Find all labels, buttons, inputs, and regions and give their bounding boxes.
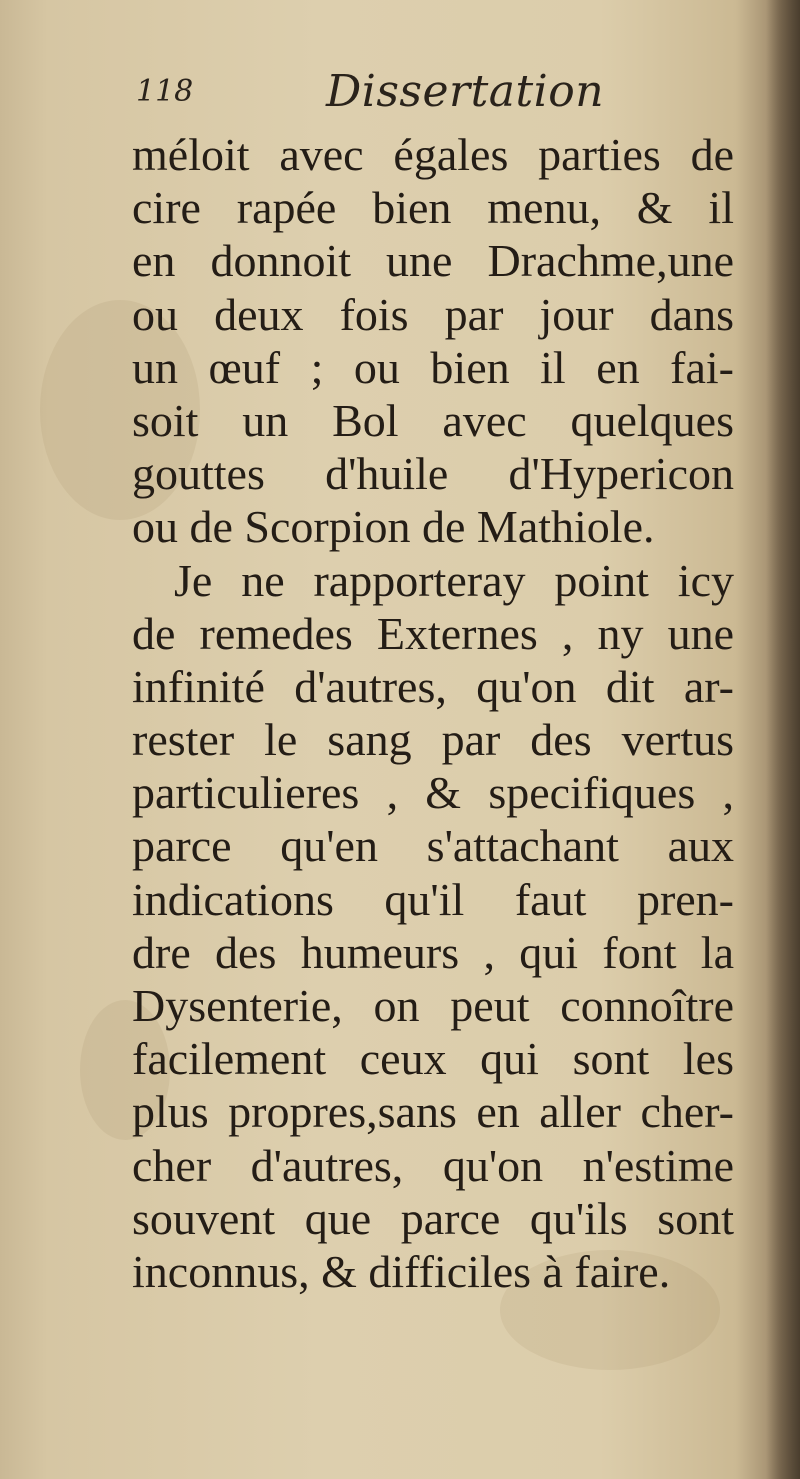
running-title: Dissertation [326, 66, 605, 117]
text-line: dre des humeurs , qui font la [132, 926, 734, 978]
text-line: particulieres , & specifiques , [132, 767, 734, 819]
text-line: souvent que parce qu'ils sont [132, 1192, 734, 1244]
body-text [132, 128, 734, 1298]
page-header [136, 66, 736, 126]
text-line: ou deux fois par jour dans [132, 288, 734, 340]
text-line: rester le sang par des vertus [132, 714, 734, 766]
text-line: parce qu'en s'attachant aux [132, 820, 734, 872]
text-line: indications qu'il faut pren- [132, 873, 734, 925]
text-line: un œuf ; ou bien il en fai- [132, 341, 734, 393]
text-line: de remedes Externes , ny une [132, 607, 734, 659]
text-line: cher d'autres, qu'on n'estime [132, 1139, 734, 1191]
text-line: en donnoit une Drachme,une [132, 235, 734, 287]
text-line: inconnus, & difficiles à faire. [132, 1245, 671, 1297]
text-line: ou de Scorpion de Mathiole. [132, 501, 655, 553]
text-line: Dysenterie, on peut connoître [132, 980, 734, 1031]
text-line: plus propres,sans en aller cher- [132, 1086, 734, 1138]
text-line: Je ne rapporteray point icy [174, 554, 734, 606]
text-line: facilement ceux qui sont les [132, 1033, 734, 1085]
text-line: méloit avec égales parties de [132, 129, 734, 180]
text-line: gouttes d'huile d'Hypericon [132, 448, 734, 500]
text-line: cire rapée bien menu, & il [132, 182, 734, 234]
text-line: infinité d'autres, qu'on dit ar- [132, 660, 734, 712]
text-line: soit un Bol avec quelques [132, 394, 734, 446]
book-spine-shadow [766, 0, 800, 1479]
page-number: 118 [136, 74, 194, 109]
